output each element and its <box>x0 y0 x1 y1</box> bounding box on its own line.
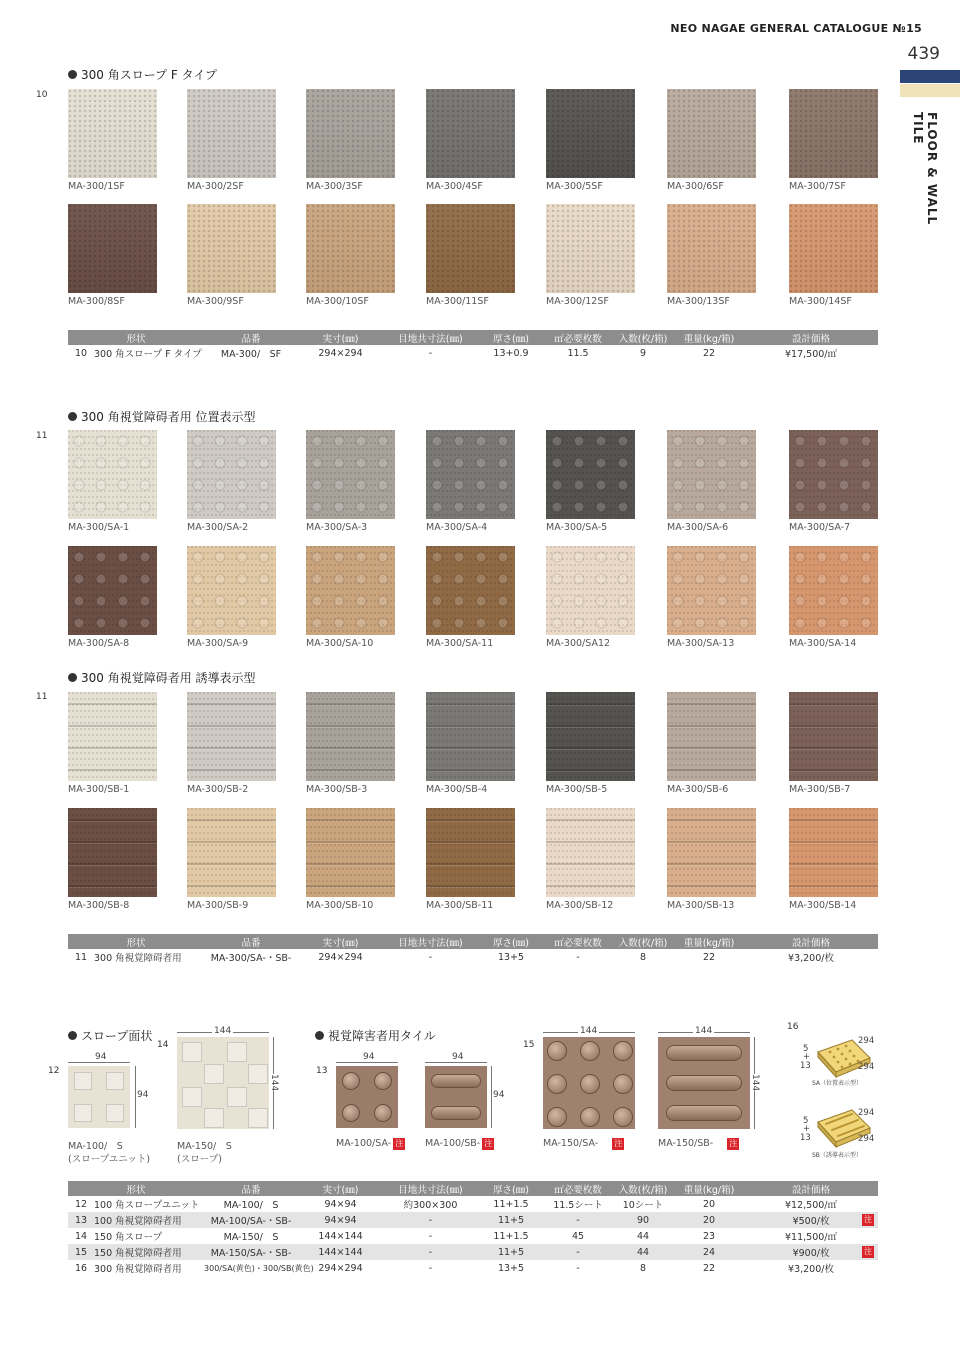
cell-shape: 300 角視覚障碍者用 <box>94 953 182 964</box>
tile-swatch <box>306 808 395 897</box>
tile-swatch <box>426 89 515 178</box>
th-joint: 目地共寸法(㎜) <box>383 1181 478 1196</box>
tile-swatch <box>306 89 395 178</box>
dim-width-94: 94 <box>363 1052 375 1062</box>
tile-code-label: MA-300/SB-14 <box>789 900 857 911</box>
tile-label: MA-150/ S <box>177 1141 232 1152</box>
cell-size: 294×294 <box>318 347 363 359</box>
table-cell: 15 <box>68 1244 94 1260</box>
tile-code-label: MA-300/SA-1 <box>68 522 130 533</box>
th-size: 実寸(㎜) <box>298 330 383 345</box>
bullet-icon <box>68 70 77 79</box>
th-thickness: 厚さ(㎜) <box>478 934 544 949</box>
tile-swatch <box>306 204 395 293</box>
th-weight: 重量(kg/箱) <box>674 1181 744 1196</box>
tile-swatch <box>306 546 395 635</box>
th-shape: 形状 <box>68 1181 204 1196</box>
tile-code-label: MA-300/SA-9 <box>187 638 249 649</box>
table-cell: MA-100/ S <box>223 1200 279 1211</box>
tile-ma100-sb <box>425 1066 487 1128</box>
tile-swatch <box>667 430 756 519</box>
table-cell: 150 角視覚障碍者用 <box>94 1244 204 1260</box>
dim-294: 294 <box>858 1134 875 1144</box>
spec-table-small-tiles <box>68 1181 878 1276</box>
spec-table-tactile-300 <box>68 934 878 965</box>
th-per-sqm: ㎡必要枚数 <box>544 1181 612 1196</box>
table-cell: 24 <box>674 1244 744 1260</box>
header-navy-bar <box>900 70 960 83</box>
tile-code-label: MA-300/9SF <box>187 296 244 307</box>
tile-code-label: MA-300/SA12 <box>546 638 611 649</box>
tile-swatch <box>68 430 157 519</box>
table-row <box>68 1196 878 1212</box>
tile-swatch <box>187 430 276 519</box>
page-number: 439 <box>907 44 940 64</box>
table-cell: 20 <box>702 1198 716 1210</box>
table-row <box>68 1228 878 1244</box>
table-cell: 144×144 <box>298 1244 383 1260</box>
table-cell: - <box>383 1212 478 1228</box>
dim-height-144: 144 <box>269 1074 279 1092</box>
th-per-sqm: ㎡必要枚数 <box>544 934 612 949</box>
table-cell: MA-150/SA-・SB- <box>204 1244 298 1260</box>
table-cell: ¥500/枚 注 <box>744 1212 878 1228</box>
tile-label: MA-150/SB- 注 <box>658 1138 738 1149</box>
dimension-line <box>135 1066 136 1128</box>
section-heading-position: 300 角視覚障碍者用 位置表示型 <box>68 408 256 425</box>
table-cell: 12 <box>74 1198 88 1210</box>
th-code: 品番 <box>204 1181 298 1196</box>
dim-294: 294 <box>858 1108 875 1118</box>
tile-code-label: MA-300/13SF <box>667 296 730 307</box>
tile-swatch <box>667 204 756 293</box>
table-cell: 300/SA(黄色)・300/SB(黄色) <box>204 1263 314 1273</box>
sa-caption: SA（位置表示型） <box>812 1080 863 1087</box>
th-shape: 形状 <box>68 330 204 345</box>
cell-weight: 22 <box>702 347 716 359</box>
table-cell: - <box>544 1212 612 1228</box>
cell-price: ¥3,200/枚 <box>788 953 834 964</box>
tile-swatch <box>68 692 157 781</box>
tile-swatch <box>306 430 395 519</box>
table-cell: 44 <box>612 1244 674 1260</box>
bullet-icon <box>68 1031 77 1040</box>
th-per-box: 入数(枚/箱) <box>612 934 674 949</box>
tile-code-label: MA-300/12SF <box>546 296 609 307</box>
dim-5: 5 <box>803 1044 809 1054</box>
table-header-row <box>68 330 878 345</box>
tile-swatch <box>789 808 878 897</box>
tile-label: MA-100/SB- 注 <box>425 1138 493 1149</box>
table-cell: 144×144 <box>318 1230 363 1242</box>
tile-swatch <box>789 692 878 781</box>
tile-swatch <box>546 430 635 519</box>
dim-plus: + <box>803 1052 811 1062</box>
tile-ma150-s <box>177 1037 269 1129</box>
tile-code-label: MA-300/SB-2 <box>187 784 249 795</box>
table-cell: 11+5 <box>478 1244 544 1260</box>
table-cell: 94×94 <box>324 1198 357 1210</box>
table-cell: 150 角スロープ <box>94 1232 163 1243</box>
row-number: 11 <box>36 692 48 702</box>
tile-swatch <box>546 808 635 897</box>
cell-num: 10 <box>74 347 88 359</box>
row-number: 13 <box>316 1066 328 1076</box>
tile-swatch <box>426 692 515 781</box>
table-cell: 100 角視覚障碍者用 <box>94 1212 204 1228</box>
tile-swatch <box>667 546 756 635</box>
tile-code-label: MA-300/SA-3 <box>306 522 368 533</box>
tile-swatch <box>426 204 515 293</box>
note-badge: 注 <box>484 1139 493 1148</box>
tile-code-label: MA-300/SB-1 <box>68 784 130 795</box>
tile-code-label: MA-300/SB-5 <box>546 784 608 795</box>
tile-swatch <box>426 808 515 897</box>
table-cell: 294×294 <box>318 1262 363 1274</box>
th-code: 品番 <box>204 934 298 949</box>
tile-swatch <box>667 692 756 781</box>
tile-code-label: MA-300/5SF <box>546 181 603 192</box>
tile-label: MA-150/SA- 注 <box>543 1138 623 1149</box>
dim-294: 294 <box>858 1036 875 1046</box>
dim-width-144: 144 <box>580 1026 598 1036</box>
tile-code-label: MA-300/3SF <box>306 181 363 192</box>
table-cell: 8 <box>639 1262 647 1274</box>
th-price: 設計価格 <box>744 934 878 949</box>
table-row <box>68 345 878 361</box>
table-row <box>68 1212 878 1228</box>
tile-code-label: MA-300/SB-7 <box>789 784 851 795</box>
tile-swatch <box>667 808 756 897</box>
table-cell: ¥900/枚 注 <box>744 1244 878 1260</box>
tile-code-label: MA-300/4SF <box>426 181 483 192</box>
table-cell: 94×94 <box>298 1212 383 1228</box>
section-heading-slope-surface: スロープ面状 <box>68 1027 152 1044</box>
cell-code: MA-300/SA-・SB- <box>210 953 292 964</box>
cell-size: 294×294 <box>318 951 363 963</box>
tile-swatch <box>68 204 157 293</box>
table-cell: 100 角スロープユニット <box>94 1200 200 1211</box>
table-cell: ¥3,200/枚 <box>788 1264 834 1275</box>
tile-swatch <box>187 89 276 178</box>
tile-code-label: MA-300/SB-13 <box>667 900 735 911</box>
tile-swatch <box>187 692 276 781</box>
bullet-icon <box>68 412 77 421</box>
table-cell: 300 角視覚障碍者用 <box>94 1264 182 1275</box>
th-size: 実寸(㎜) <box>298 1181 383 1196</box>
table-cell: 11+1.5 <box>493 1230 529 1242</box>
row-number: 14 <box>157 1040 169 1050</box>
tile-label: MA-100/SA- 注 <box>336 1138 404 1149</box>
table-cell: - <box>576 1262 580 1274</box>
table-cell: 22 <box>702 1262 716 1274</box>
table-cell: 14 <box>74 1230 88 1242</box>
section-heading-slope-f: 300 角スロープ F タイプ <box>68 66 217 83</box>
tile-swatch <box>426 546 515 635</box>
spec-table-slope-f <box>68 330 878 361</box>
cell-weight: 22 <box>702 951 716 963</box>
table-cell: - <box>428 1262 433 1274</box>
tile-code-label: MA-300/2SF <box>187 181 244 192</box>
tile-swatch <box>789 430 878 519</box>
tile-ma100-sa <box>336 1066 398 1128</box>
tile-swatch <box>306 692 395 781</box>
bullet-icon <box>315 1031 324 1040</box>
table-cell: 10シート <box>622 1200 664 1211</box>
tile-swatch <box>546 89 635 178</box>
cell-per-box: 9 <box>639 347 647 359</box>
tile-code-label: MA-300/10SF <box>306 296 369 307</box>
row-number: 12 <box>48 1066 60 1076</box>
dim-height-144: 144 <box>750 1074 760 1092</box>
tile-code-label: MA-300/7SF <box>789 181 846 192</box>
table-cell: 20 <box>674 1212 744 1228</box>
tile-code-label: MA-300/14SF <box>789 296 852 307</box>
table-cell: 45 <box>571 1230 585 1242</box>
tile-code-label: MA-300/SB-6 <box>667 784 729 795</box>
section-heading-guide: 300 角視覚障碍者用 誘導表示型 <box>68 669 256 686</box>
tile-code-label: MA-300/SA-11 <box>426 638 494 649</box>
th-per-box: 入数(枚/箱) <box>612 1181 674 1196</box>
dim-height-94: 94 <box>493 1090 505 1100</box>
tile-code-label: MA-300/SA-6 <box>667 522 729 533</box>
tile-code-label: MA-300/SB-4 <box>426 784 488 795</box>
cell-num: 11 <box>74 951 88 963</box>
tile-code-label: MA-300/6SF <box>667 181 724 192</box>
dim-width-144: 144 <box>695 1026 713 1036</box>
note-badge: 注 <box>729 1139 738 1148</box>
tile-ma100-s <box>68 1066 130 1128</box>
tile-code-label: MA-300/8SF <box>68 296 125 307</box>
dimension-line <box>425 1062 487 1063</box>
header-cream-bar <box>900 84 960 97</box>
tile-code-label: MA-300/SA-5 <box>546 522 608 533</box>
dimension-line <box>491 1066 492 1128</box>
tile-label: (スロープユニット) <box>68 1154 151 1165</box>
tile-swatch <box>789 89 878 178</box>
table-cell: MA-150/ S <box>223 1232 279 1243</box>
sb-caption: SB（誘導表示型） <box>812 1152 862 1159</box>
tile-swatch <box>187 546 276 635</box>
tile-code-label: MA-300/SA-7 <box>789 522 851 533</box>
cell-thickness: 13+0.9 <box>493 347 529 359</box>
row-number: 10 <box>36 90 48 100</box>
tile-code-label: MA-300/SA-10 <box>306 638 374 649</box>
tile-swatch <box>667 89 756 178</box>
table-cell: - <box>428 1230 433 1242</box>
dim-plus: + <box>803 1124 811 1134</box>
tile-swatch <box>546 692 635 781</box>
th-thickness: 厚さ(㎜) <box>478 330 544 345</box>
th-per-sqm: ㎡必要枚数 <box>544 330 612 345</box>
dimension-line <box>68 1062 130 1063</box>
row-number: 16 <box>787 1022 799 1032</box>
table-cell: ¥11,500/㎡ <box>785 1232 838 1243</box>
table-row <box>68 1244 878 1260</box>
table-cell: 16 <box>74 1262 88 1274</box>
tile-swatch <box>546 546 635 635</box>
tile-code-label: MA-300/SB-10 <box>306 900 374 911</box>
dim-width-94: 94 <box>95 1052 107 1062</box>
tile-code-label: MA-300/SA-4 <box>426 522 488 533</box>
table-cell: 13 <box>68 1212 94 1228</box>
th-shape: 形状 <box>68 934 204 949</box>
th-price: 設計価格 <box>744 1181 878 1196</box>
table-header-row <box>68 1181 878 1196</box>
tile-code-label: MA-300/SA-2 <box>187 522 249 533</box>
dim-13: 13 <box>800 1061 811 1071</box>
dimension-line <box>336 1062 398 1063</box>
catalogue-title: NEO NAGAE GENERAL CATALOGUE №15 <box>670 22 922 35</box>
yellow-tactile-diagram <box>800 1030 890 1160</box>
table-cell: 23 <box>702 1230 716 1242</box>
tile-code-label: MA-300/SB-3 <box>306 784 368 795</box>
tile-code-label: MA-300/SA-8 <box>68 638 130 649</box>
tile-swatch <box>68 808 157 897</box>
cell-thickness: 13+5 <box>497 951 525 963</box>
th-code: 品番 <box>204 330 298 345</box>
tile-swatch <box>789 204 878 293</box>
th-weight: 重量(kg/箱) <box>674 934 744 949</box>
cell-shape: 300 角スロープ F タイプ <box>94 349 202 360</box>
cell-joint: - <box>428 347 433 359</box>
th-joint: 目地共寸法(㎜) <box>383 934 478 949</box>
dim-13: 13 <box>800 1133 811 1143</box>
tile-code-label: MA-300/11SF <box>426 296 489 307</box>
tile-swatch <box>187 808 276 897</box>
note-badge: 注 <box>395 1139 404 1148</box>
th-price: 設計価格 <box>744 330 878 345</box>
table-cell: MA-100/SA-・SB- <box>204 1212 298 1228</box>
tile-swatch <box>789 546 878 635</box>
tile-code-label: MA-300/1SF <box>68 181 125 192</box>
tile-code-label: MA-300/SB-11 <box>426 900 494 911</box>
th-thickness: 厚さ(㎜) <box>478 1181 544 1196</box>
tile-swatch <box>187 204 276 293</box>
note-badge: 注 <box>864 1215 873 1224</box>
th-joint: 目地共寸法(㎜) <box>383 330 478 345</box>
table-cell: 11+5 <box>478 1212 544 1228</box>
dim-294: 294 <box>858 1062 875 1072</box>
cell-price: ¥17,500/㎡ <box>785 349 838 360</box>
table-row <box>68 1260 878 1276</box>
row-number: 15 <box>523 1040 535 1050</box>
tile-code-label: MA-300/SB-8 <box>68 900 130 911</box>
tile-code-label: MA-300/SB-12 <box>546 900 614 911</box>
tile-ma150-sb <box>658 1037 750 1129</box>
table-cell: - <box>383 1244 478 1260</box>
table-cell: - <box>544 1244 612 1260</box>
note-badge: 注 <box>614 1139 623 1148</box>
section-heading-tactile: 視覚障害者用タイル <box>315 1027 436 1044</box>
tile-ma150-sa <box>543 1037 635 1129</box>
table-cell: 90 <box>612 1212 674 1228</box>
th-weight: 重量(kg/箱) <box>674 330 744 345</box>
table-cell: 44 <box>636 1230 650 1242</box>
bullet-icon <box>68 673 77 682</box>
dim-width-144: 144 <box>214 1026 232 1036</box>
dim-height-94: 94 <box>137 1090 149 1100</box>
tile-label: MA-100/ S <box>68 1141 123 1152</box>
tile-swatch <box>68 546 157 635</box>
table-cell: 11+1.5 <box>493 1198 529 1210</box>
table-header-row <box>68 934 878 949</box>
table-cell: ¥12,500/㎡ <box>785 1200 838 1211</box>
table-cell: 約300×300 <box>403 1200 458 1211</box>
cell-code: MA-300/ SF <box>220 349 282 360</box>
table-cell: 11.5シート <box>553 1200 603 1211</box>
tile-label: (スロープ) <box>177 1154 222 1165</box>
th-per-box: 入数(枚/箱) <box>612 330 674 345</box>
tile-code-label: MA-300/SB-9 <box>187 900 249 911</box>
tile-code-label: MA-300/SA-14 <box>789 638 857 649</box>
table-row <box>68 949 878 965</box>
dim-width-94: 94 <box>452 1052 464 1062</box>
cell-per-sqm: - <box>576 951 580 963</box>
table-cell: 13+5 <box>497 1262 525 1274</box>
cell-per-sqm: 11.5 <box>567 347 589 359</box>
tile-swatch <box>426 430 515 519</box>
row-number: 11 <box>36 431 48 441</box>
th-size: 実寸(㎜) <box>298 934 383 949</box>
cell-per-box: 8 <box>639 951 647 963</box>
tile-swatch <box>546 204 635 293</box>
tile-code-label: MA-300/SA-13 <box>667 638 735 649</box>
dim-5: 5 <box>803 1116 809 1126</box>
tile-swatch <box>68 89 157 178</box>
note-badge: 注 <box>864 1247 873 1256</box>
cell-joint: - <box>428 951 433 963</box>
side-category-label: FLOOR & WALL TILE <box>911 112 939 226</box>
